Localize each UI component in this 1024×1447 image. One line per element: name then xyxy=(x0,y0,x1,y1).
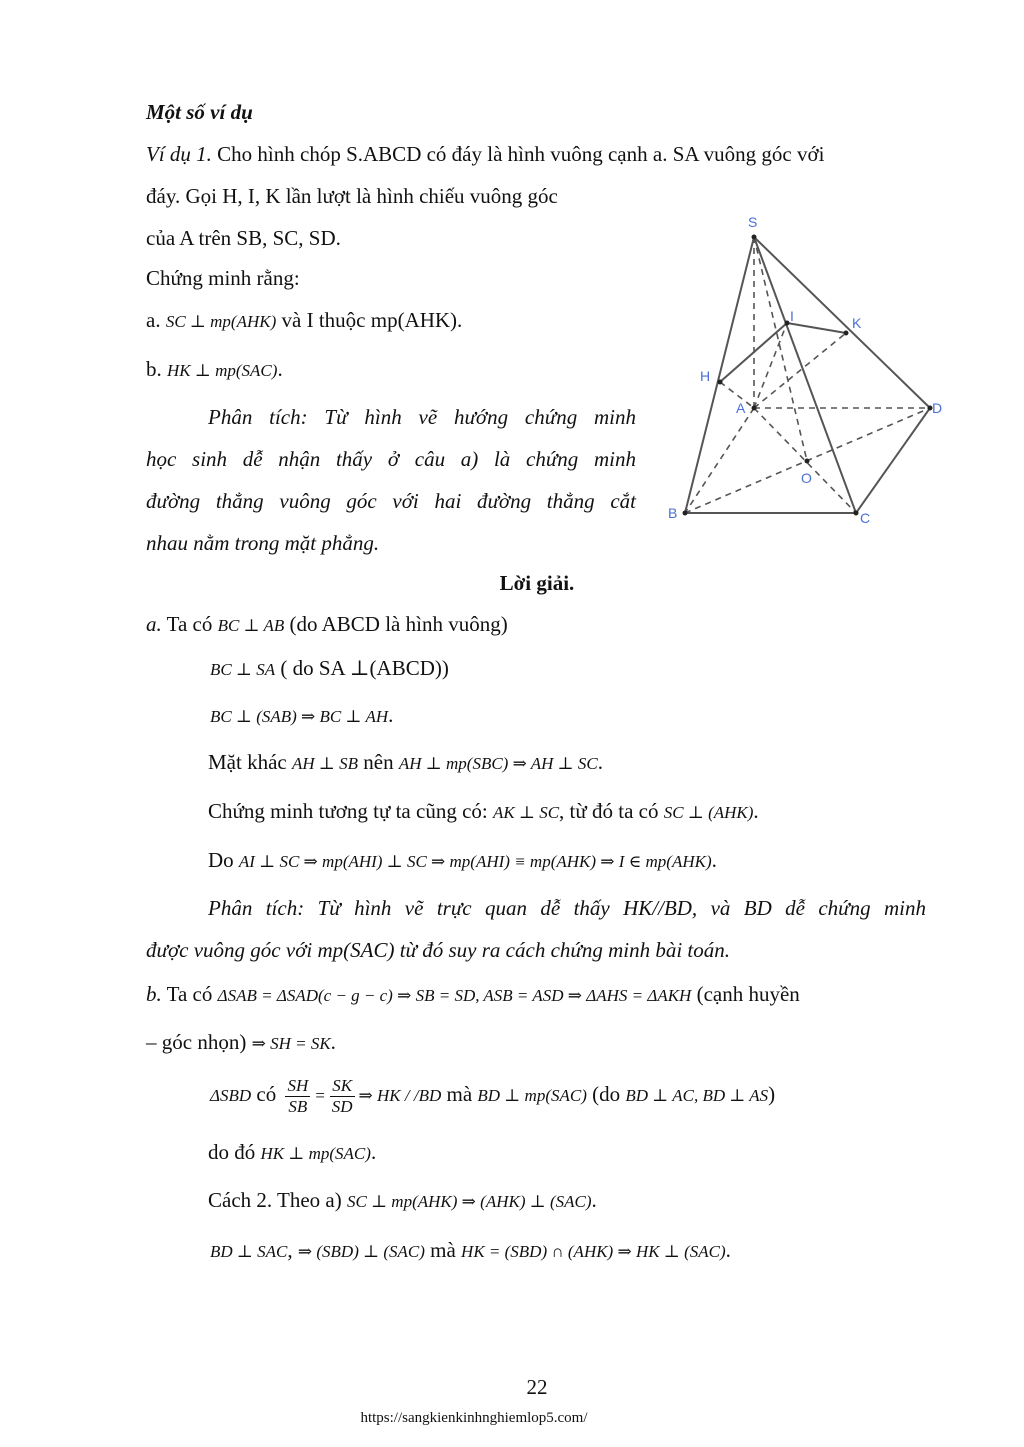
solution-b-text-4: do đó xyxy=(208,1140,261,1164)
fraction-sk-sd xyxy=(330,1076,355,1117)
solution-a-after-5: . xyxy=(753,799,759,823)
point-K xyxy=(844,331,849,336)
example-line-3: của A trên SB, SC, SD. xyxy=(146,226,341,250)
label-B: B xyxy=(668,505,678,521)
point-H xyxy=(718,380,723,385)
question-a-prefix: a. xyxy=(146,308,161,332)
question-b xyxy=(146,355,283,385)
fraction-1-numerator: SH xyxy=(287,1075,309,1095)
label-H: H xyxy=(700,368,711,384)
example-line-4: Chứng minh rằng: xyxy=(146,266,300,290)
solution-a-after-2: ( do SA ⊥(ABCD)) xyxy=(275,656,449,680)
solution-b-ma-6: mà xyxy=(424,1238,462,1262)
edge-SB xyxy=(685,237,754,513)
example-text-1: Cho hình chóp S.ABCD có đáy là hình vuông cạnh a. SA vuông góc với xyxy=(211,142,825,166)
solution-a-line-3 xyxy=(210,701,393,731)
solution-b-math-3b: ⇒ HK / /BD xyxy=(358,1086,442,1105)
solution-b-math-3c: BD ⊥ mp(SAC) xyxy=(477,1086,587,1105)
segment-IK xyxy=(787,323,846,333)
question-a xyxy=(146,306,462,336)
solution-a-math-4a: AH ⊥ SB xyxy=(291,754,359,773)
solution-title: Lời giải. xyxy=(499,571,575,595)
fraction-1-denominator: SB xyxy=(288,1096,308,1116)
solution-a-line-2 xyxy=(210,654,449,684)
solution-a-math-3: BC ⊥ (SAB) ⇒ BC ⊥ AH xyxy=(210,707,389,726)
fraction-2-numerator: SK xyxy=(330,1076,355,1097)
label-C: C xyxy=(860,510,871,525)
question-a-text: và I thuộc mp(AHK). xyxy=(276,308,463,332)
solution-b-math-3a: ΔSBD xyxy=(210,1086,252,1105)
solution-a-mid-5: , từ đó ta có xyxy=(559,799,664,823)
pyramid-figure xyxy=(660,205,960,525)
solution-a-math-2: BC ⊥ SA xyxy=(210,660,276,679)
solution-a-math-5a: AK ⊥ SC xyxy=(492,803,560,822)
solution-b-math-6a: BD ⊥ SAC xyxy=(210,1242,288,1261)
solution-b-math-5: SC ⊥ mp(AHK) ⇒ (AHK) ⊥ (SAC) xyxy=(346,1192,592,1211)
point-S xyxy=(752,235,757,240)
label-K: K xyxy=(852,315,862,331)
solution-b-line-4 xyxy=(208,1138,376,1168)
solution-a-text-4: Mặt khác xyxy=(208,750,292,774)
edge-CD xyxy=(856,408,930,513)
solution-a-after-6: . xyxy=(711,848,717,872)
solution-a-math-4b: AH ⊥ mp(SBC) ⇒ AH ⊥ SC xyxy=(398,754,598,773)
section-heading: Một số ví dụ xyxy=(146,100,253,124)
analysis-1-line-2: học sinh dễ nhận thấy ở câu a) là chứng minh xyxy=(146,447,636,471)
solution-a-after-3: . xyxy=(388,703,394,727)
solution-b-close: ) xyxy=(768,1082,776,1106)
solution-a-line-5 xyxy=(208,797,759,827)
solution-a-math-6: AI ⊥ SC ⇒ mp(AHI) ⊥ SC ⇒ mp(AHI) ≡ mp(AHK) ⇒ I ∈ mp(AHK) xyxy=(238,852,712,871)
solution-a-math-1: BC ⊥ AB xyxy=(217,616,285,635)
solution-b-line-2 xyxy=(146,1028,336,1058)
label-D: D xyxy=(932,400,943,416)
solution-b-text-5: Cách 2. Theo a) xyxy=(208,1188,347,1212)
edge-SD xyxy=(754,237,930,408)
solution-b-after-5: . xyxy=(591,1188,597,1212)
solution-b-comma: , xyxy=(287,1238,298,1262)
solution-b-co: có xyxy=(251,1082,282,1106)
question-b-end: . xyxy=(277,357,283,381)
example-line-2: đáy. Gọi H, I, K lần lượt là hình chiếu vuông góc xyxy=(146,184,558,208)
segment-SO xyxy=(754,237,807,461)
analysis-1-line-3: đường thẳng vuông góc với hai đường thẳng cắt xyxy=(146,489,636,513)
question-b-prefix: b. xyxy=(146,357,162,381)
solution-b-line-6 xyxy=(210,1236,731,1266)
analysis-1-line-1: Phân tích: Từ hình vẽ hướng chứng minh xyxy=(208,405,636,429)
solution-a-line-6 xyxy=(208,846,717,876)
solution-b-line-3 xyxy=(210,1070,775,1120)
edge-AB xyxy=(685,408,754,513)
solution-b-math-6c: HK = (SBD) ∩ (AHK) ⇒ HK ⊥ (SAC) xyxy=(461,1242,726,1261)
label-I: I xyxy=(790,308,794,324)
solution-b-do: (do xyxy=(586,1082,626,1106)
label-S: S xyxy=(748,214,758,230)
analysis-1-line-4: nhau nằm trong mặt phẳng. xyxy=(146,531,380,555)
solution-b-text-2: – góc nhọn) xyxy=(146,1030,252,1054)
question-b-math: HK ⊥ mp(SAC) xyxy=(167,361,278,380)
solution-a-math-5b: SC ⊥ (AHK) xyxy=(663,803,754,822)
solution-b-math-1: ΔSAB = ΔSAD(c − g − c) ⇒ SB = SD, ASB = ASD ⇒ ΔAHS = ΔAKH xyxy=(217,986,692,1005)
solution-a-text-5: Chứng minh tương tự ta cũng có: xyxy=(208,799,493,823)
solution-b-text-1: Ta có xyxy=(161,982,218,1006)
solution-a-text-1: Ta có xyxy=(161,612,218,636)
question-a-math: SC ⊥ mp(AHK) xyxy=(165,312,277,331)
solution-b-after-1: (cạnh huyền xyxy=(691,982,800,1006)
solution-b-prefix: b. xyxy=(146,982,162,1006)
solution-b-after-4: . xyxy=(370,1140,377,1164)
solution-b-math-2: ⇒ SH = SK xyxy=(251,1034,331,1053)
solution-b-ma: mà xyxy=(441,1082,478,1106)
solution-a-line-4 xyxy=(208,748,603,778)
solution-b-line-5 xyxy=(208,1186,597,1216)
page-number: 22 xyxy=(526,1375,548,1399)
point-A xyxy=(752,406,757,411)
point-O xyxy=(805,459,810,464)
segment-AI xyxy=(754,323,787,408)
fraction-sh-sb xyxy=(285,1076,310,1117)
solution-a-line-1 xyxy=(146,610,508,640)
solution-b-after-2: . xyxy=(330,1030,336,1054)
analysis-2-line-2: được vuông góc với mp(SAC) từ đó suy ra cách chứng minh bài toán. xyxy=(146,938,731,962)
solution-a-mid-4: nên xyxy=(358,750,399,774)
solution-b-eq: = xyxy=(314,1086,326,1105)
solution-b-after-6: . xyxy=(725,1238,731,1262)
point-I xyxy=(785,321,790,326)
solution-a-after-4: . xyxy=(597,750,604,774)
example-label: Ví dụ 1. xyxy=(146,142,212,166)
solution-b-math-6b: ⇒ (SBD) ⊥ (SAC) xyxy=(297,1242,425,1261)
point-B xyxy=(683,511,688,516)
point-C xyxy=(854,511,859,516)
solution-b-line-1 xyxy=(146,980,800,1010)
solution-a-prefix: a. xyxy=(146,612,162,636)
segment-AK xyxy=(754,333,846,408)
analysis-2-line-1: Phân tích: Từ hình vẽ trực quan dễ thấy HK//BD, và BD dễ chứng minh xyxy=(208,896,926,920)
solution-b-math-3d: BD ⊥ AC, BD ⊥ AS xyxy=(625,1086,769,1105)
label-O: O xyxy=(801,470,812,486)
label-A: A xyxy=(736,400,746,416)
solution-b-math-4: HK ⊥ mp(SAC) xyxy=(260,1144,371,1163)
footer-url[interactable]: https://sangkienkinhnghiemlop5.com/ xyxy=(360,1410,588,1426)
example-line-1 xyxy=(146,140,824,168)
solution-a-text-6: Do xyxy=(208,848,239,872)
solution-a-after-1: (do ABCD là hình vuông) xyxy=(284,612,508,636)
fraction-2-denominator: SD xyxy=(331,1096,353,1116)
